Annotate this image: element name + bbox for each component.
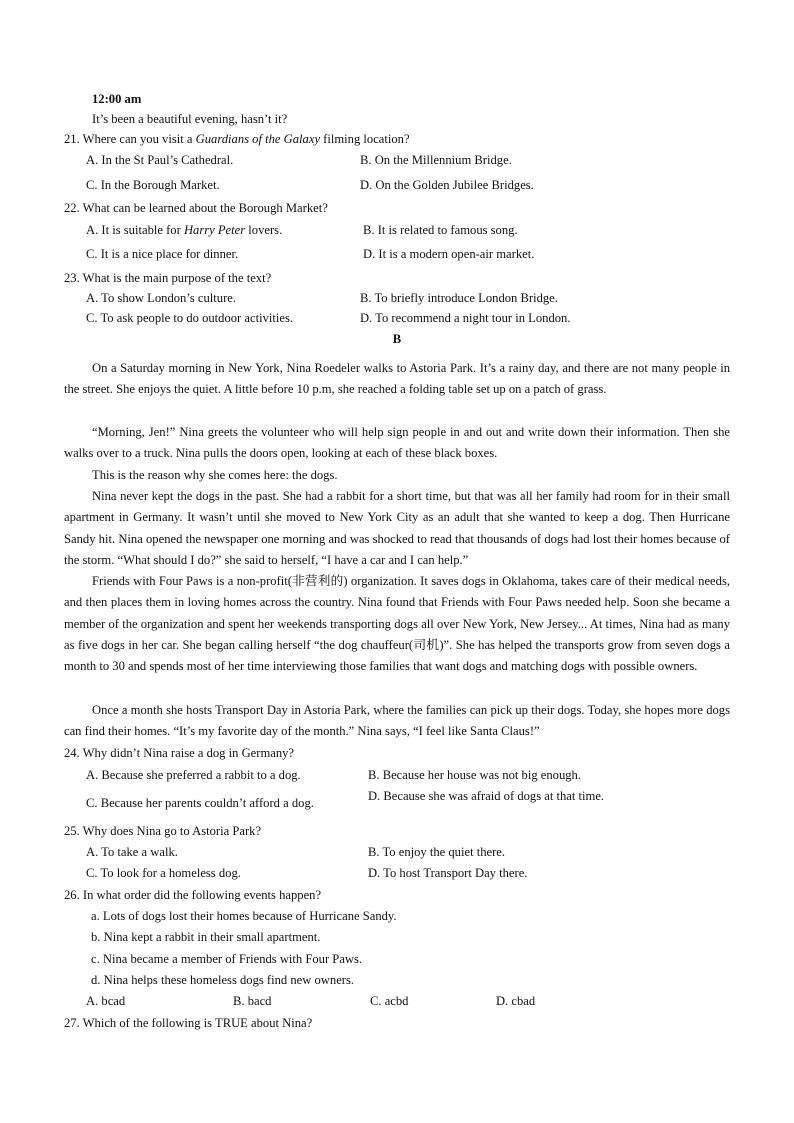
question-26-option-c: C. acbd [370, 994, 409, 1008]
passage-paragraph-6: Once a month she hosts Transport Day in Astoria Park, where the families can pick up their dogs. Today, she hopes more dogs can find their homes. “It’s my favorite day of the month.” Nina says, “I feel like Santa Claus!” [64, 703, 730, 739]
question-22-option-a-start: A. It is suitable for [86, 223, 184, 237]
question-24-option-d: D. Because she was afraid of dogs at that time. [368, 789, 605, 803]
question-21-stem [64, 131, 410, 147]
question-21-option-b: B. On the Millennium Bridge. [360, 153, 512, 167]
question-21-option-c: C. In the Borough Market. [86, 178, 220, 192]
question-22-option-d: D. It is a modern open-air market. [363, 247, 535, 261]
question-26-option-d: D. cbad [496, 994, 536, 1008]
section-b-heading: B [392, 332, 402, 346]
question-24-option-a: A. Because she preferred a rabbit to a dog. [86, 768, 301, 782]
question-23-stem: 23. What is the main purpose of the text? [64, 271, 272, 285]
question-21-stem-end: filming location? [320, 132, 410, 146]
question-22-option-b: B. It is related to famous song. [363, 223, 518, 237]
question-26-event-c: c. Nina became a member of Friends with Four Paws. [91, 952, 363, 966]
question-21-option-d: D. On the Golden Jubilee Bridges. [360, 178, 534, 192]
question-26-stem: 26. In what order did the following events happen? [64, 888, 322, 902]
question-22-option-c: C. It is a nice place for dinner. [86, 247, 239, 261]
question-22-option-a-title: Harry Peter [183, 223, 246, 237]
question-25-option-c: C. To look for a homeless dog. [86, 866, 241, 880]
question-24-option-c: C. Because her parents couldn’t afford a dog. [86, 796, 314, 810]
question-24-stem: 24. Why didn’t Nina raise a dog in Germany? [64, 746, 295, 760]
question-25-option-b: B. To enjoy the quiet there. [368, 845, 506, 859]
question-25-option-a: A. To take a walk. [86, 845, 178, 859]
passage-paragraph-4: Nina never kept the dogs in the past. She had a rabbit for a short time, but that was all her family had room for in their small apartment in Germany. It wasn’t until she moved to New York City as an adult that she wanted to keep a dog. Then Hurricane Sandy hit. Nina opened the newspaper one morning and was shocked to read that thousands of dogs had lost their homes because of the storm. “What should I do?” she said to herself, “I have a car and I can help.” [64, 489, 730, 567]
question-27-stem: 27. Which of the following is TRUE about Nina? [64, 1016, 313, 1030]
question-22-option-a [86, 222, 282, 238]
passage-paragraph-2: “Morning, Jen!” Nina greets the volunteer who will help sign people in and out and write down their information. Then she walks over to a truck. Nina pulls the doors open, looking at each of these black boxes. [64, 425, 730, 461]
question-25-stem: 25. Why does Nina go to Astoria Park? [64, 824, 262, 838]
question-23-option-d: D. To recommend a night tour in London. [360, 311, 571, 325]
question-22-stem: 22. What can be learned about the Borough Market? [64, 201, 328, 215]
question-21-option-a: A. In the St Paul’s Cathedral. [86, 153, 234, 167]
question-21-stem-title: Guardians of the Galaxy [195, 132, 321, 146]
question-26-option-b: B. bacd [233, 994, 272, 1008]
question-24-option-b: B. Because her house was not big enough. [368, 768, 581, 782]
passage-paragraph-1: On a Saturday morning in New York, Nina Roedeler walks to Astoria Park. It’s a rainy day, and there are not many people in the street. She enjoys the quiet. A little before 10 p.m, she reached a folding table set up on a patch of grass. [64, 361, 730, 397]
closing-line: It’s been a beautiful evening, hasn’t it? [92, 112, 288, 126]
passage-paragraph-5: Friends with Four Paws is a non-profit(非营利的) organization. It saves dogs in Oklahoma, takes care of their medical needs, and then places them in loving homes across the country. Nina found that Friends with Four Paws needed help. Soon she became a member of the organization and spent her weekends transporting dogs all over New York, New Jersey... At times, Nina had as many as five dogs in her car. She began calling herself “the dog chauffeur(司机)”. She has helped the transports grow from seven dogs a month to 30 and spends most of her time interviewing those families that want dogs and matching dogs with possible owners. [64, 574, 730, 674]
question-22-option-a-end: lovers. [245, 223, 283, 237]
question-26-event-d: d. Nina helps these homeless dogs find new owners. [91, 973, 355, 987]
passage-paragraph-3: This is the reason why she comes here: the dogs. [92, 468, 338, 482]
question-21-stem-start: 21. Where can you visit a [64, 132, 196, 146]
question-26-event-a: a. Lots of dogs lost their homes because of Hurricane Sandy. [91, 909, 397, 923]
time-heading: 12:00 am [92, 92, 142, 106]
question-26-event-b: b. Nina kept a rabbit in their small apartment. [91, 930, 321, 944]
question-23-option-a: A. To show London’s culture. [86, 291, 236, 305]
question-26-option-a: A. bcad [86, 994, 126, 1008]
question-23-option-c: C. To ask people to do outdoor activities. [86, 311, 294, 325]
question-23-option-b: B. To briefly introduce London Bridge. [360, 291, 558, 305]
question-25-option-d: D. To host Transport Day there. [368, 866, 528, 880]
